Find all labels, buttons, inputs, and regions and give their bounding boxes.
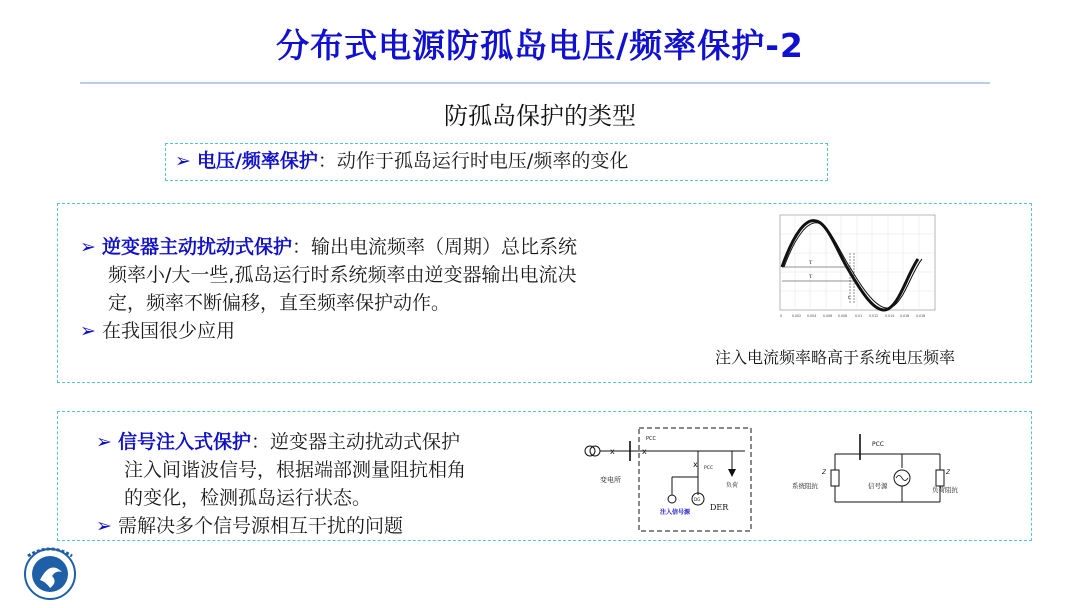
page-title: 分布式电源防孤岛电压/频率保护-2 (276, 26, 804, 65)
pcc-label: PCC (646, 436, 656, 442)
z-sys-label: Z (822, 469, 827, 476)
inverter-line-1 (80, 233, 690, 261)
bullet-arrow-icon: ➢ (96, 431, 112, 453)
z-load-label: Z (946, 469, 951, 476)
svg-text:x: x (693, 460, 698, 469)
voltage-frequency-item (175, 146, 628, 176)
title-divider (80, 82, 990, 84)
signal-line-4 (96, 512, 556, 540)
bullet-arrow-icon: ➢ (80, 236, 96, 258)
svg-text:T: T (809, 260, 813, 266)
tick-label: 0.006 (823, 314, 833, 318)
der-label: DER (710, 503, 729, 512)
signal-line-1-text: ：逆变器主动扰动式保护 (250, 431, 460, 453)
svg-text:T: T (809, 274, 813, 280)
signal-line-2: 注入间谐波信号，根据端部测量阻抗相角 (124, 459, 467, 481)
load-impedance-label: 负荷阻抗 (932, 486, 958, 494)
tick-label: 0.016 (900, 314, 910, 318)
tick-label: 0 (780, 314, 783, 318)
pcc-label: PCC (872, 441, 884, 448)
sine-waveform-figure (772, 213, 938, 323)
inverter-line-4 (80, 317, 690, 345)
voltage-frequency-desc: ：动作于孤岛运行时电压/频率的变化 (317, 150, 629, 172)
inverter-disturbance-text (80, 233, 690, 345)
substation-label: 变电所 (600, 476, 621, 484)
signal-injection-heading: 信号注入式保护 (117, 431, 251, 453)
inverter-line-4-text: 在我国很少应用 (101, 320, 235, 342)
svg-text:x: x (610, 447, 615, 456)
inverter-line-1-text: ：输出电流频率（周期）总比系统 (291, 236, 577, 258)
bullet-arrow-icon: ➢ (96, 515, 112, 537)
signal-line-4-text: 需解决多个信号源相互干扰的问题 (117, 515, 403, 537)
tick-label: 0.01 (855, 314, 863, 318)
signal-line-3: 的变化，检测孤岛运行状态。 (124, 487, 372, 509)
inverter-line-2: 频率小/大一些,孤岛运行时系统频率由逆变器输出电流决 (108, 264, 577, 286)
tick-label: 0.002 (792, 314, 802, 318)
tick-label: 0.014 (885, 314, 895, 318)
voltage-frequency-heading: 电压/频率保护 (196, 150, 318, 172)
inject-source-label: 注入信号源 (660, 509, 691, 516)
svg-text:t: t (848, 295, 851, 301)
injection-circuit-diagram (582, 425, 754, 535)
pcc-label: PCC (704, 466, 713, 471)
tick-label: 0.008 (838, 314, 848, 318)
signal-line-1 (96, 428, 556, 456)
svg-text:x: x (642, 447, 647, 456)
load-label: 负荷 (726, 482, 739, 489)
bullet-arrow-icon: ➢ (80, 320, 96, 342)
equivalent-circuit-diagram (790, 432, 965, 527)
signal-injection-text (96, 428, 556, 540)
inverter-line-3: 定，频率不断偏移，直至频率保护动作。 (108, 292, 451, 314)
sys-impedance-label: 系统阻抗 (792, 482, 818, 490)
signal-source-label: 信号源 (868, 482, 888, 490)
tick-label: 0.004 (807, 314, 817, 318)
section-subtitle: 防孤岛保护的类型 (444, 102, 636, 130)
inverter-disturbance-heading: 逆变器主动扰动式保护 (101, 236, 292, 258)
tick-label: 0.018 (916, 314, 926, 318)
tick-label: 0.012 (869, 314, 879, 318)
university-logo (8, 540, 102, 602)
dg-label: DG (694, 497, 701, 502)
sine-caption: 注入电流频率略高于系统电压频率 (715, 348, 956, 367)
bullet-arrow-icon: ➢ (175, 150, 191, 172)
